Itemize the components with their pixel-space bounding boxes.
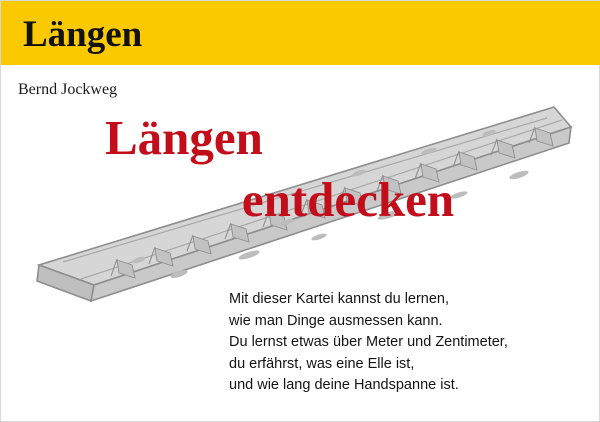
page-title: Längen (23, 14, 143, 55)
author-name: Bernd Jockweg (18, 81, 118, 98)
intro-line: und wie lang deine Handspanne ist. (229, 377, 459, 393)
intro-line: Mit dieser Kartei kannst du lernen, (229, 291, 450, 307)
intro-line: Du lernst etwas über Meter und Zentimeter, (229, 334, 508, 350)
intro-line: du erfährst, was eine Elle ist, (229, 355, 415, 372)
intro-line: wie man Dinge ausmessen kann. (229, 312, 443, 329)
cover-title-line-1: Längen (105, 110, 263, 165)
cover-title (97, 111, 537, 227)
cover-title-line-2: entdecken (241, 172, 455, 227)
